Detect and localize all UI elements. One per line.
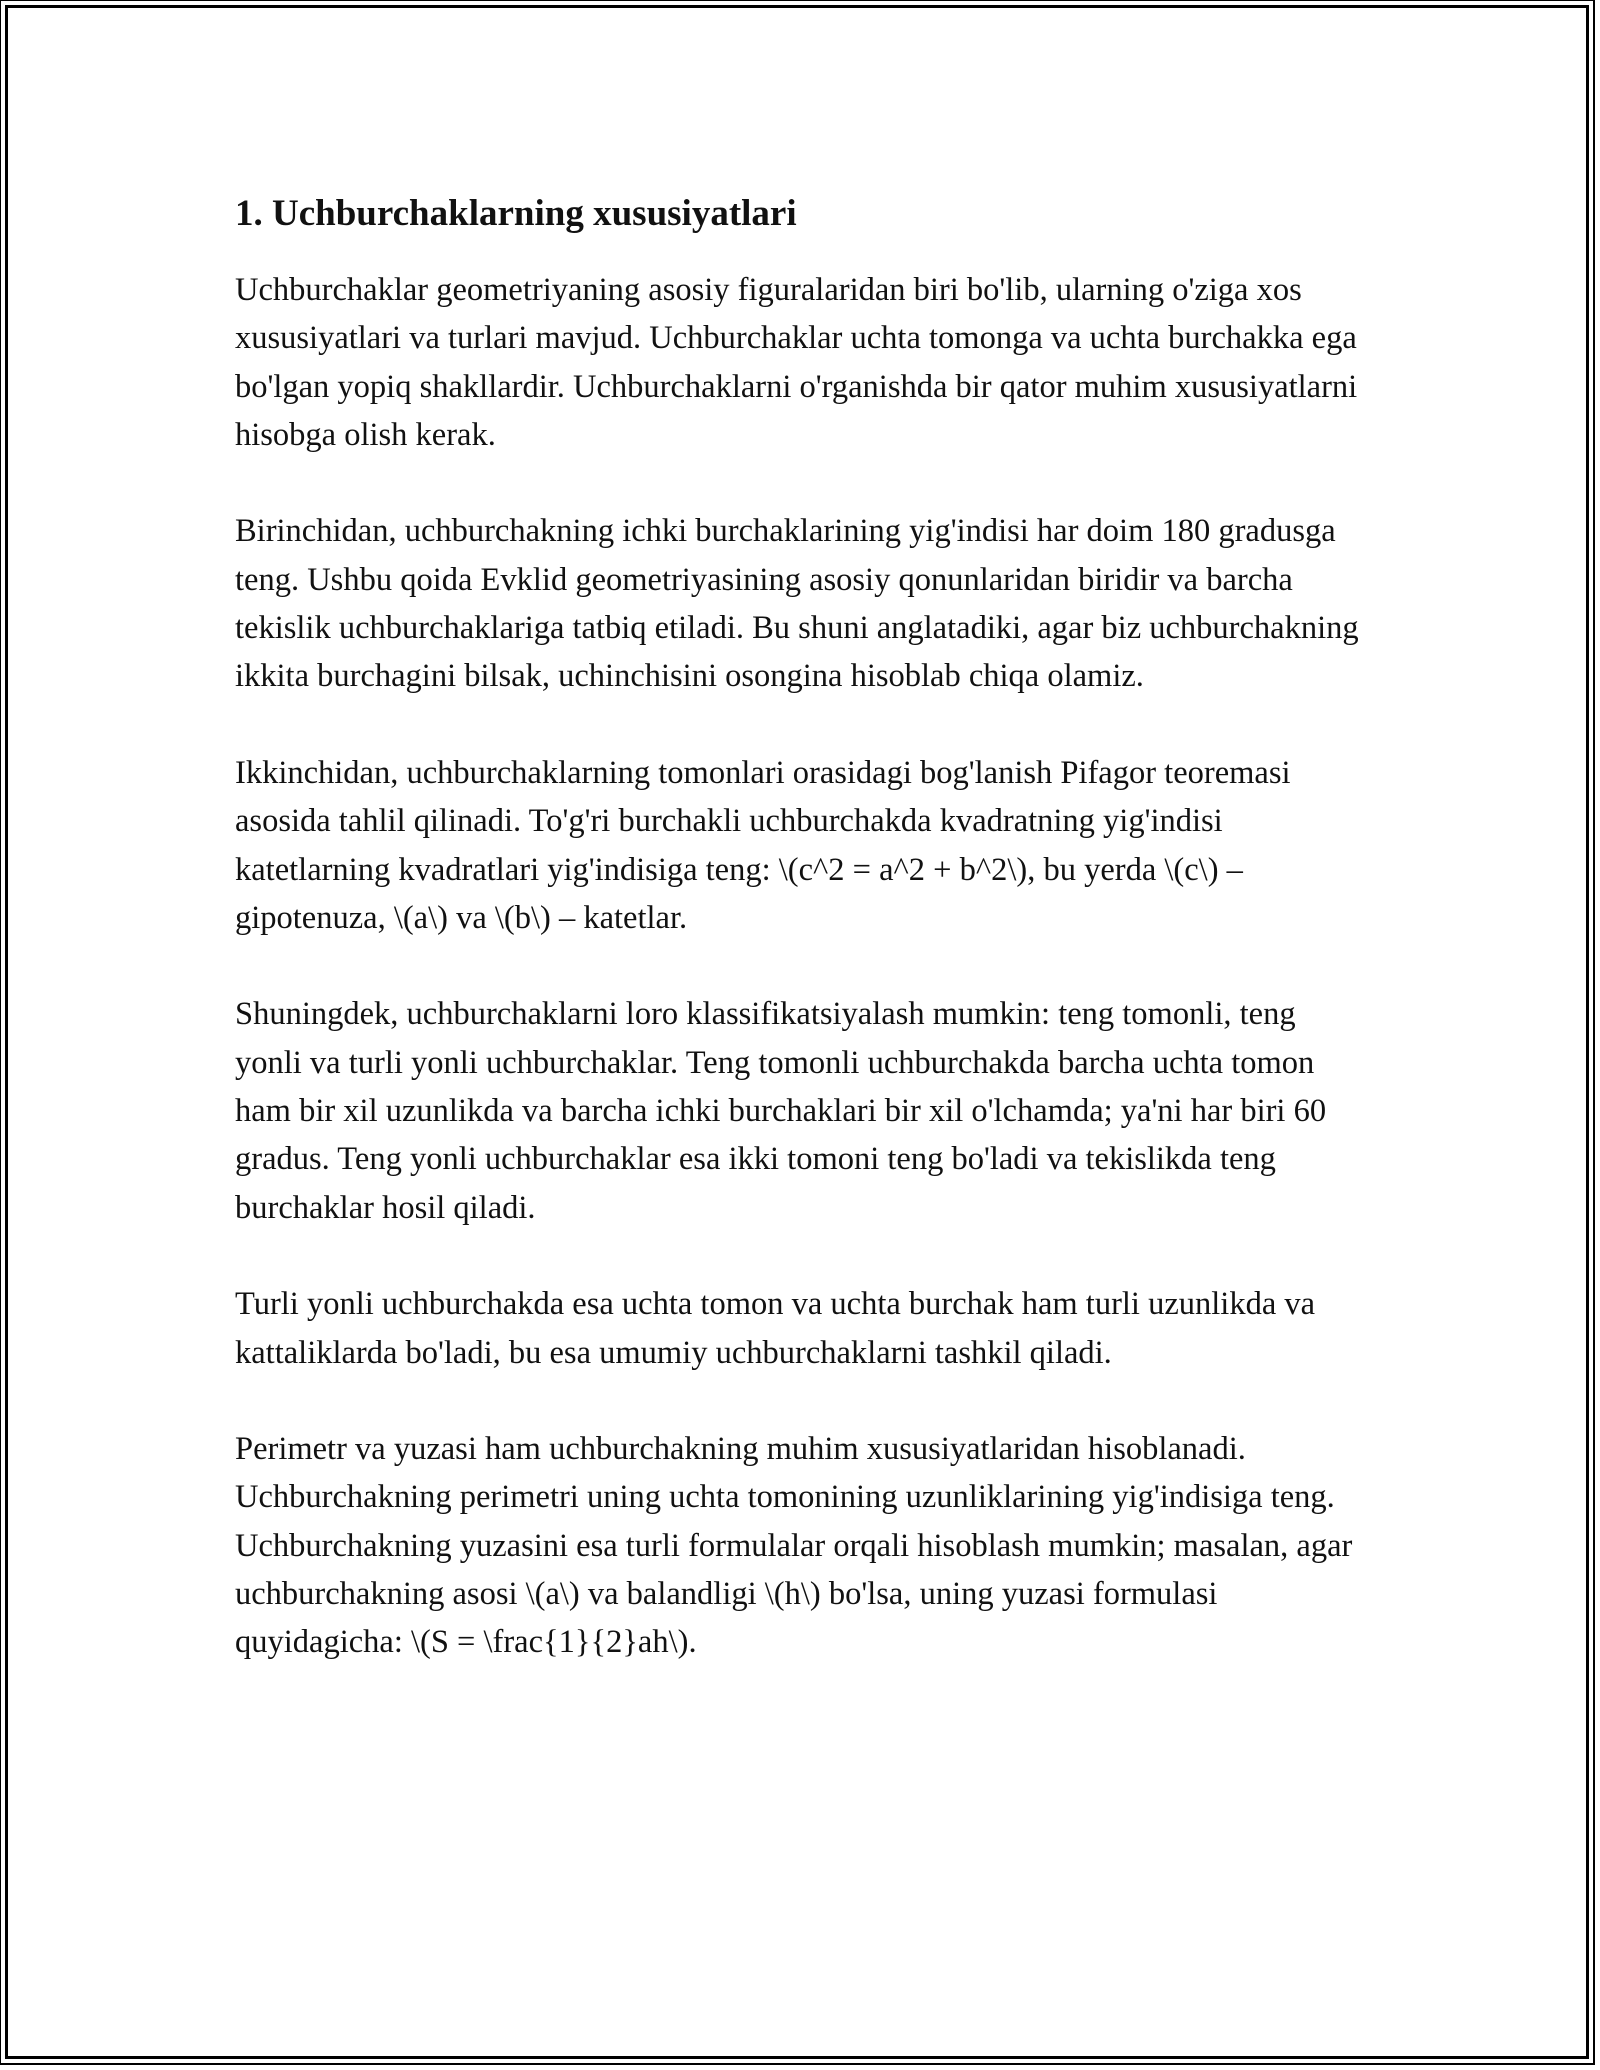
paragraph-classification: Shuningdek, uchburchaklarni loro klassifikatsiyalash mumkin: teng tomonli, teng yonli va turli yonli uchburchaklar. Teng tomonli uchburchakda barcha uchta tomon ham bir xil uzunlikda va barcha ichki burchaklari bir xil o'lchamda; ya'ni har biri 60 gradus. Teng yonli uchburchaklar esa ikki tomoni teng bo'ladi va tekislikda teng burchaklar hosil qiladi. bbox=[235, 996, 1327, 1226]
section-heading: 1. Uchburchaklarning xususiyatlari bbox=[235, 193, 797, 234]
paragraph-scalene: Turli yonli uchburchakda esa uchta tomon va uchta burchak ham turli uzunlikda va kattaliklarda bo'ladi, bu esa umumiy uchburchaklarni tashkil qiladi. bbox=[235, 1286, 1316, 1371]
paragraph-intro: Uchburchaklar geometriyaning asosiy figuralaridan biri bo'lib, ularning o'ziga xos xususiyatlari va turlari mavjud. Uchburchaklar uchta tomonga va uchta burchakka ega bo'lgan yopiq shakllardir. Uchburchaklarni o'rganishda bir qator muhim xususiyatlarni hisobga olish kerak. bbox=[235, 272, 1358, 453]
paragraph-pythagoras: Ikkinchidan, uchburchaklarning tomonlari orasidagi bog'lanish Pifagor teoremasi asosida tahlil qilinadi. To'g'ri burchakli uchburchakda kvadratning yig'indisi katetlarning kvadratlari yig'indisiga teng: \(c^2 = a^2 + b^2\), bu yerda \(c\) – gipotenuza, \(a\) va \(b\) – katetlar. bbox=[235, 754, 1291, 936]
paragraph-angle-sum: Birinchidan, uchburchakning ichki burchaklarining yig'indisi har doim 180 gradusga teng. Ushbu qoida Evklid geometriyasining asosiy qonunlaridan biridir va barcha tekislik uchburchaklariga tatbiq etiladi. Bu shuni anglatadiki, agar biz uchburchakning ikkita burchagini bilsak, uchinchisini osongina hisoblab chiqa olamiz. bbox=[235, 513, 1359, 695]
paragraph-perimeter-area: Perimetr va yuzasi ham uchburchakning muhim xususiyatlaridan hisoblanadi. Uchburchakning perimetri uning uchta tomonining uzunliklarining yig'indisiga teng. Uchburchakning yuzasini esa turli formulalar orqali hisoblash mumkin; masalan, agar uchburchakning asosi \(a\) va balandligi \(h\) bo'lsa, uning yuzasi formulasi quyidagicha: \(S = \frac{1}{2}ah\). bbox=[235, 1431, 1353, 1661]
document-body bbox=[235, 186, 1365, 1667]
